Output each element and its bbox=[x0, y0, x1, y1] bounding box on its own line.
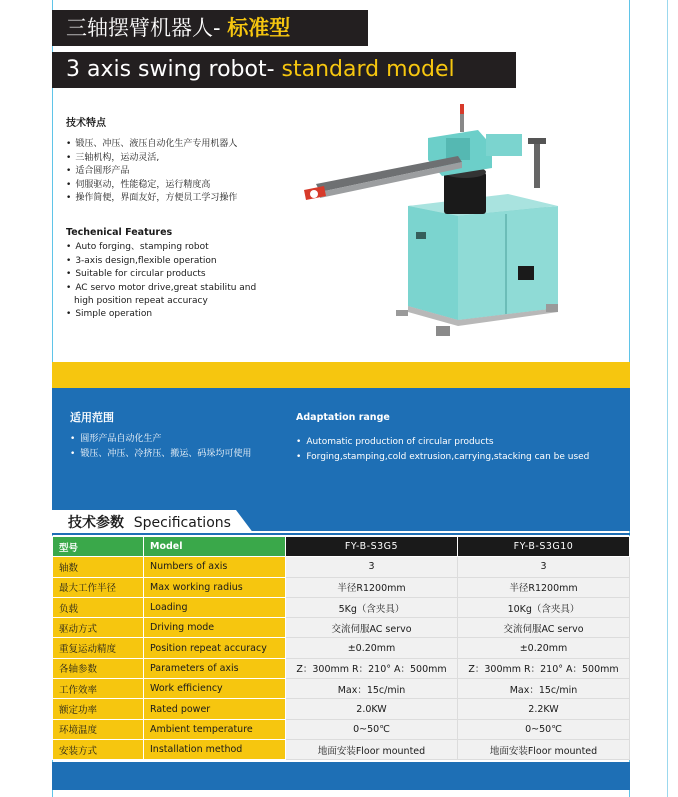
header-model-en: Model bbox=[144, 537, 286, 557]
row-label-cn: 环境温度 bbox=[53, 719, 144, 739]
table-row bbox=[53, 638, 630, 658]
row-label-cn: 最大工作半径 bbox=[53, 577, 144, 597]
row-value-model-1: 0~50℃ bbox=[286, 719, 458, 739]
table-row bbox=[53, 577, 630, 597]
features-english-heading: Techenical Features bbox=[66, 227, 173, 238]
application-chinese-heading: 适用范围 bbox=[70, 411, 114, 424]
features-chinese-heading: 技术特点 bbox=[66, 118, 106, 129]
features-english bbox=[66, 226, 256, 322]
row-label-cn: 各轴参数 bbox=[53, 658, 144, 678]
row-value-model-1: 交流伺服AC servo bbox=[286, 618, 458, 638]
list-item: • Automatic production of circular products bbox=[296, 435, 589, 450]
header-model-2: FY-B-S3G10 bbox=[458, 537, 630, 557]
list-item: • Forging,stamping,cold extrusion,carrying,stacking can be used bbox=[296, 450, 589, 465]
row-value-model-2: Z：300mm R：210° A：500mm bbox=[458, 658, 630, 678]
application-chinese bbox=[70, 410, 251, 462]
specifications-title bbox=[68, 512, 231, 532]
row-value-model-1: Max：15c/min bbox=[286, 679, 458, 699]
header-model-1: FY-B-S3G5 bbox=[286, 537, 458, 557]
row-label-en: Installation method bbox=[144, 739, 286, 759]
application-english bbox=[296, 410, 589, 465]
page-edge-far bbox=[667, 0, 668, 797]
list-item: • Auto forging、stamping robot bbox=[66, 241, 256, 254]
list-item: • 圆形产品自动化生产 bbox=[70, 432, 251, 447]
row-label-cn: 额定功率 bbox=[53, 699, 144, 719]
row-value-model-2: 3 bbox=[458, 557, 630, 577]
list-item: • 锻压、冲压、液压自动化生产专用机器人 bbox=[66, 138, 237, 151]
row-value-model-2: 交流伺服AC servo bbox=[458, 618, 630, 638]
row-value-model-2: Max：15c/min bbox=[458, 679, 630, 699]
bottom-band bbox=[52, 762, 630, 790]
header-model-cn: 型号 bbox=[53, 537, 144, 557]
row-value-model-1: 3 bbox=[286, 557, 458, 577]
row-label-cn: 驱动方式 bbox=[53, 618, 144, 638]
row-value-model-1: 地面安装Floor mounted bbox=[286, 739, 458, 759]
yellow-band bbox=[52, 362, 630, 388]
row-label-cn: 负载 bbox=[53, 597, 144, 617]
row-value-model-1: 2.0KW bbox=[286, 699, 458, 719]
list-item: • 锻压、冲压、冷挤压、搬运、码垛均可使用 bbox=[70, 447, 251, 462]
row-value-model-1: 5Kg（含夹具） bbox=[286, 597, 458, 617]
row-label-en: Loading bbox=[144, 597, 286, 617]
specifications-title-en: Specifications bbox=[133, 515, 231, 531]
list-item: • 伺服驱动，性能稳定，运行精度高 bbox=[66, 179, 237, 192]
title-english-text: 3 axis swing robot- bbox=[66, 57, 282, 82]
row-label-cn: 重复运动精度 bbox=[53, 638, 144, 658]
row-value-model-1: ±0.20mm bbox=[286, 638, 458, 658]
title-chinese-text: 三轴摆臂机器人- bbox=[66, 16, 228, 40]
row-value-model-2: 2.2KW bbox=[458, 699, 630, 719]
row-value-model-2: 地面安装Floor mounted bbox=[458, 739, 630, 759]
row-value-model-2: ±0.20mm bbox=[458, 638, 630, 658]
specifications-title-cn: 技术参数 bbox=[68, 515, 124, 531]
list-item: • Suitable for circular products bbox=[66, 268, 256, 281]
row-label-cn: 工作效率 bbox=[53, 679, 144, 699]
row-label-cn: 轴数 bbox=[53, 557, 144, 577]
table-row bbox=[53, 679, 630, 699]
table-row bbox=[53, 618, 630, 638]
row-value-model-2: 半径R1200mm bbox=[458, 577, 630, 597]
list-item: high position repeat accuracy bbox=[74, 296, 208, 307]
list-item: • AC servo motor drive,great stabilitu and bbox=[66, 282, 256, 295]
row-label-cn: 安装方式 bbox=[53, 739, 144, 759]
row-label-en: Driving mode bbox=[144, 618, 286, 638]
list-item: • 适合圆形产品 bbox=[66, 165, 237, 178]
title-english-accent: standard model bbox=[281, 57, 455, 82]
table-row bbox=[53, 719, 630, 739]
specifications-table bbox=[52, 536, 630, 760]
table-row bbox=[53, 597, 630, 617]
robot-illustration bbox=[296, 98, 586, 348]
row-value-model-2: 10Kg（含夹具） bbox=[458, 597, 630, 617]
row-label-en: Position repeat accuracy bbox=[144, 638, 286, 658]
list-item: • 3-axis design,flexible operation bbox=[66, 255, 256, 268]
row-label-en: Work efficiency bbox=[144, 679, 286, 699]
table-row bbox=[53, 658, 630, 678]
list-item: • 操作简便，界面友好，方便员工学习操作 bbox=[66, 192, 237, 205]
row-value-model-1: Z：300mm R：210° A：500mm bbox=[286, 658, 458, 678]
row-label-en: Max working radius bbox=[144, 577, 286, 597]
row-label-en: Parameters of axis bbox=[144, 658, 286, 678]
features-chinese bbox=[66, 117, 237, 205]
table-row bbox=[53, 739, 630, 759]
table-header-row bbox=[53, 537, 630, 557]
title-english bbox=[52, 52, 516, 88]
list-item: • 三轴机构，运动灵活, bbox=[66, 152, 237, 165]
title-chinese bbox=[52, 10, 368, 46]
table-row bbox=[53, 699, 630, 719]
row-label-en: Rated power bbox=[144, 699, 286, 719]
row-value-model-2: 0~50℃ bbox=[458, 719, 630, 739]
row-label-en: Numbers of axis bbox=[144, 557, 286, 577]
list-item: • Simple operation bbox=[66, 308, 256, 321]
row-value-model-1: 半径R1200mm bbox=[286, 577, 458, 597]
specifications-underline bbox=[52, 533, 630, 535]
application-english-heading: Adaptation range bbox=[296, 412, 390, 423]
row-label-en: Ambient temperature bbox=[144, 719, 286, 739]
table-row bbox=[53, 557, 630, 577]
title-chinese-accent: 标准型 bbox=[227, 16, 291, 40]
